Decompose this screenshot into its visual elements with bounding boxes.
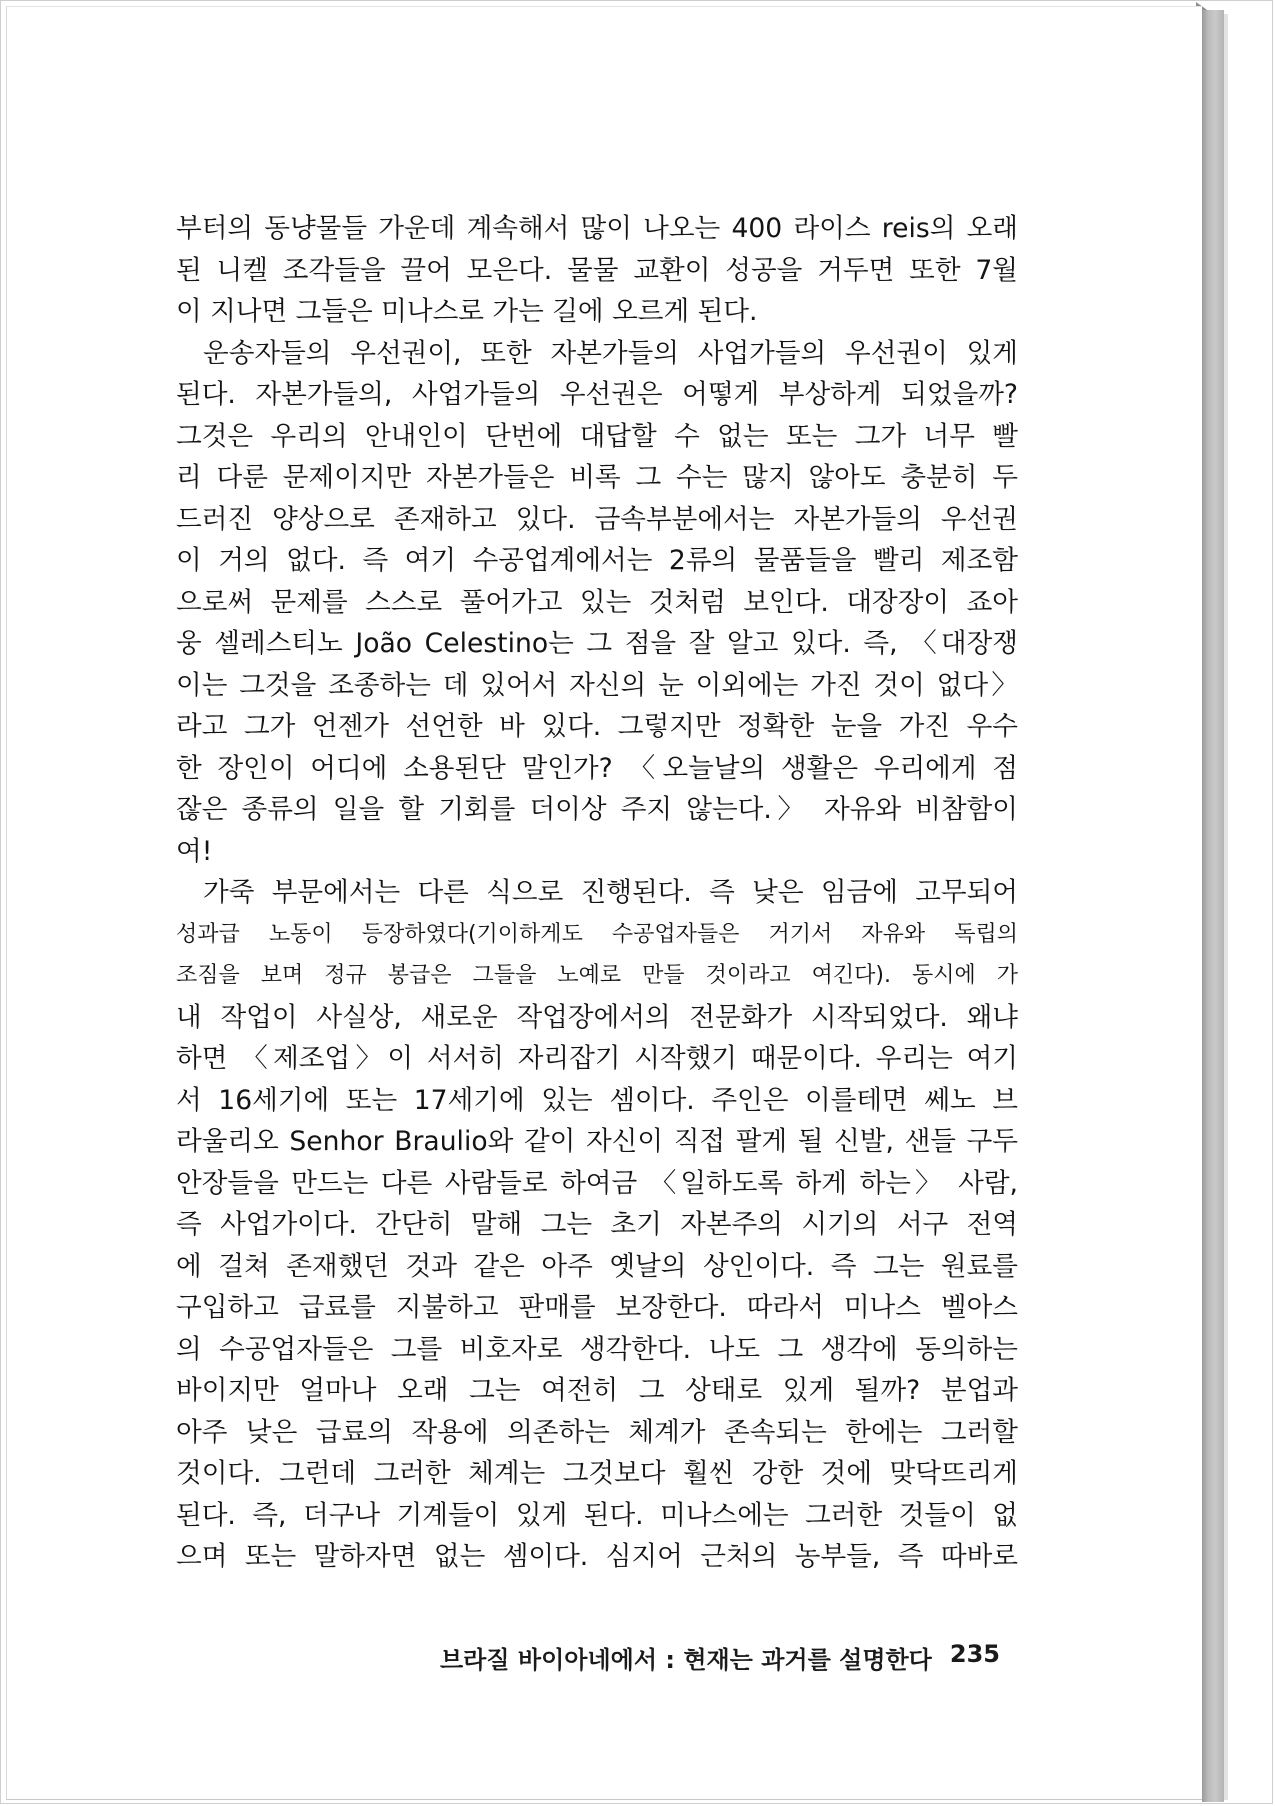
text-line: 에 걸쳐 존재했던 것과 같은 아주 옛날의 상인이다. 즉 그는 원료를	[176, 1250, 1018, 1282]
text-line: 가죽 부문에서는 다른 식으로 진행된다. 즉 낮은 임금에 고무되어	[203, 877, 1018, 908]
text-line: 라고 그가 언젠가 선언한 바 있다. 그렇지만 정확한 눈을 가진 우수	[176, 711, 1018, 742]
text-line: 잖은 종류의 일을 할 기회를 더이상 주지 않는다.〉 자유와 비참함이	[176, 794, 1018, 825]
text-line: 이 거의 없다. 즉 여기 수공업계에서는 2류의 물품들을 빨리 제조함	[176, 545, 1018, 576]
text-line: 것이다. 그런데 그러한 체계는 그것보다 훨씬 강한 것에 맞닥뜨리게	[176, 1458, 1018, 1489]
text-line: 운송자들의 우선권이, 또한 자본가들의 사업가들의 우선권이 있게	[203, 337, 1018, 369]
text-line: 구입하고 급료를 지불하고 판매를 보장한다. 따라서 미나스 벨아스	[176, 1292, 1018, 1323]
text-line: 조짐을 보며 정규 봉급은 그들을 노예로 만들 것이라고 여긴다). 동시에 가	[176, 963, 1018, 988]
page-footer	[440, 1640, 1000, 1675]
text-line: 이 지나면 그들은 미나스로 가는 길에 오르게 된다.	[176, 296, 758, 327]
text-line: 된다. 즉, 더구나 기계들이 있게 된다. 미나스에는 그러한 것들이 없	[176, 1499, 1018, 1531]
text-line: 안장들을 만드는 다른 사람들로 하여금 〈일하도록 하게 하는〉 사람,	[176, 1167, 1018, 1199]
text-line: 성과급 노동이 등장하였다(기이하게도 수공업자들은 거기서 자유와 독립의	[176, 921, 1018, 947]
text-line: 그것은 우리의 안내인이 단번에 대답할 수 없는 또는 그가 너무 빨	[176, 420, 1018, 452]
page-number: 235	[949, 1640, 1000, 1668]
text-line: 드러진 양상으로 존재하고 있다. 금속부분에서는 자본가들의 우선권	[176, 503, 1018, 535]
text-line: 한 장인이 어디에 소용된단 말인가? 〈오늘날의 생활은 우리에게 점	[176, 752, 1018, 784]
text-line: 즉 사업가이다. 간단히 말해 그는 초기 자본주의 시기의 서구 전역	[176, 1209, 1018, 1240]
paragraph-2	[176, 333, 1018, 873]
text-line: 으며 또는 말하자면 없는 셈이다. 심지어 근처의 농부들, 즉 따바로	[176, 1541, 1018, 1572]
book-spine-edge	[1202, 10, 1224, 1802]
book-spine-highlight	[1224, 14, 1228, 1800]
text-line: 하면 〈제조업〉이 서서히 자리잡기 시작했기 때문이다. 우리는 여기	[176, 1043, 1018, 1074]
text-line: 내 작업이 사실상, 새로운 작업장에서의 전문화가 시작되었다. 왜냐	[176, 1001, 1018, 1033]
paragraph-3	[176, 872, 1018, 1578]
body-text	[176, 208, 1018, 1578]
text-line: 된 니켈 조각들을 끌어 모은다. 물물 교환이 성공을 거두면 또한 7월	[176, 254, 1018, 286]
text-line: 이는 그것을 조종하는 데 있어서 자신의 눈 이외에는 가진 것이 없다〉	[176, 669, 1018, 701]
text-line: 라울리오 Senhor Braulio와 같이 자신이 직접 팔게 될 신발, 샌들 구두	[176, 1126, 1018, 1157]
text-line: 으로써 문제를 스스로 풀어가고 있는 것처럼 보인다. 대장장이 죠아	[176, 586, 1018, 618]
running-title: 브라질 바이아네에서 : 현재는 과거를 설명한다	[440, 1646, 932, 1674]
text-line: 아주 낮은 급료의 작용에 의존하는 체계가 존속되는 한에는 그러할	[176, 1416, 1018, 1448]
text-line: 웅 셀레스티노 João Celestino는 그 점을 잘 알고 있다. 즉, 〈대장쟁	[176, 628, 1018, 659]
paragraph-1	[176, 208, 1018, 333]
text-line: 리 다룬 문제이지만 자본가들은 비록 그 수는 많지 않아도 충분히 두	[176, 462, 1018, 493]
text-line: 여!	[176, 835, 213, 867]
text-line: 의 수공업자들은 그를 비호자로 생각한다. 나도 그 생각에 동의하는	[176, 1333, 1018, 1365]
text-line: 부터의 동냥물들 가운데 계속해서 많이 나오는 400 라이스 reis의 오래	[176, 213, 1018, 244]
text-line: 서 16세기에 또는 17세기에 있는 셈이다. 주인은 이를테면 쎄노 브	[176, 1084, 1018, 1116]
text-line: 된다. 자본가들의, 사업가들의 우선권은 어떻게 부상하게 되었을까?	[176, 379, 1018, 410]
text-line: 바이지만 얼마나 오래 그는 여전히 그 상태로 있게 될까? 분업과	[176, 1375, 1018, 1406]
